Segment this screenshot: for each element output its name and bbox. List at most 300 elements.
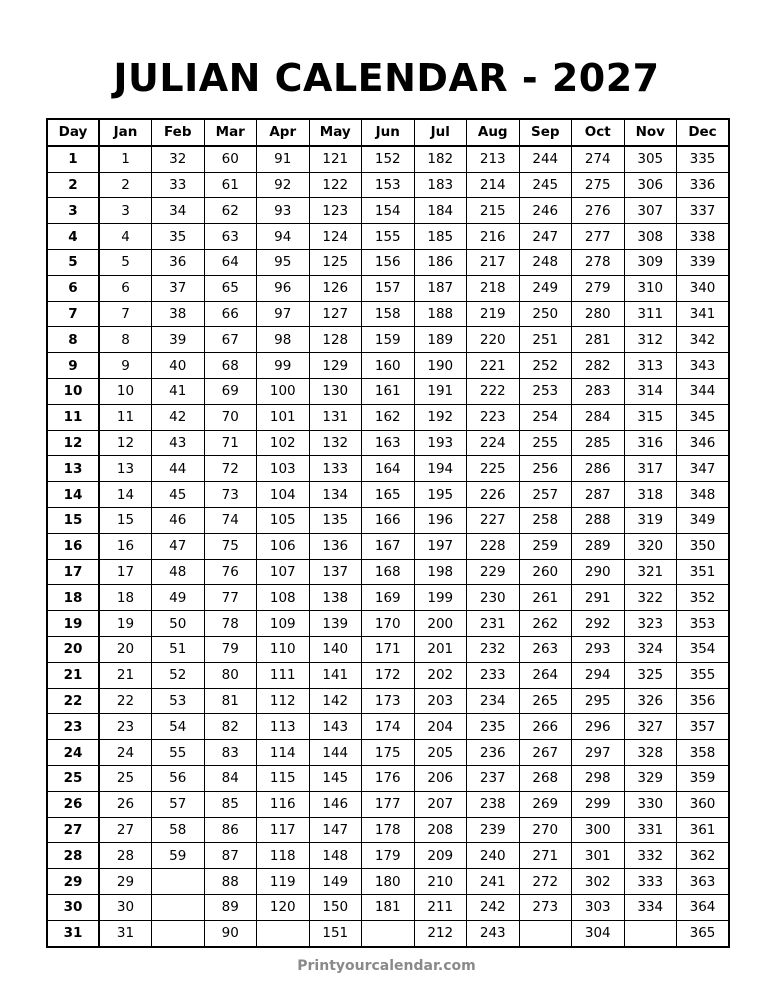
julian-date-cell: 43	[152, 430, 205, 456]
julian-date-cell: 117	[257, 817, 310, 843]
julian-date-cell: 110	[257, 636, 310, 662]
julian-date-cell: 174	[362, 714, 415, 740]
julian-date-cell: 236	[467, 740, 520, 766]
julian-date-cell: 345	[677, 404, 730, 430]
julian-date-cell: 157	[362, 275, 415, 301]
day-number-cell: 26	[47, 791, 99, 817]
julian-date-cell: 287	[572, 482, 625, 508]
julian-date-cell: 251	[519, 327, 572, 353]
day-number-cell: 31	[47, 920, 99, 946]
julian-date-cell: 180	[362, 869, 415, 895]
day-number-cell: 20	[47, 636, 99, 662]
julian-date-cell: 151	[309, 920, 362, 946]
julian-date-cell: 220	[467, 327, 520, 353]
julian-date-cell: 76	[204, 559, 257, 585]
julian-date-cell: 133	[309, 456, 362, 482]
julian-date-cell: 196	[414, 507, 467, 533]
julian-date-cell: 161	[362, 378, 415, 404]
julian-date-cell: 246	[519, 198, 572, 224]
julian-date-cell: 271	[519, 843, 572, 869]
day-number-cell: 22	[47, 688, 99, 714]
julian-date-cell: 195	[414, 482, 467, 508]
julian-date-cell: 233	[467, 662, 520, 688]
table-row	[47, 585, 729, 611]
julian-date-cell: 326	[624, 688, 677, 714]
julian-date-cell: 32	[152, 146, 205, 172]
julian-date-cell: 338	[677, 224, 730, 250]
julian-date-cell: 160	[362, 353, 415, 379]
julian-date-cell: 320	[624, 533, 677, 559]
julian-date-cell: 122	[309, 172, 362, 198]
julian-date-cell: 77	[204, 585, 257, 611]
julian-date-cell: 357	[677, 714, 730, 740]
julian-date-cell: 38	[152, 301, 205, 327]
julian-date-cell: 12	[99, 430, 152, 456]
julian-date-cell: 131	[309, 404, 362, 430]
julian-date-cell: 256	[519, 456, 572, 482]
julian-date-cell: 162	[362, 404, 415, 430]
julian-date-cell: 264	[519, 662, 572, 688]
julian-date-cell: 9	[99, 353, 152, 379]
julian-date-cell: 140	[309, 636, 362, 662]
julian-date-cell: 344	[677, 378, 730, 404]
table-row	[47, 378, 729, 404]
column-header-jul: Jul	[414, 119, 467, 146]
table-header-row	[47, 119, 729, 146]
table-row	[47, 636, 729, 662]
julian-date-cell: 169	[362, 585, 415, 611]
julian-date-cell: 350	[677, 533, 730, 559]
julian-date-cell: 330	[624, 791, 677, 817]
julian-date-cell: 294	[572, 662, 625, 688]
julian-date-cell: 208	[414, 817, 467, 843]
julian-date-cell: 262	[519, 611, 572, 637]
julian-date-cell: 293	[572, 636, 625, 662]
julian-date-cell: 164	[362, 456, 415, 482]
julian-date-cell: 217	[467, 249, 520, 275]
table-row	[47, 559, 729, 585]
julian-date-cell: 144	[309, 740, 362, 766]
julian-date-cell: 279	[572, 275, 625, 301]
julian-date-cell: 336	[677, 172, 730, 198]
julian-date-cell: 244	[519, 146, 572, 172]
julian-date-cell: 166	[362, 507, 415, 533]
julian-date-cell: 238	[467, 791, 520, 817]
table-row	[47, 172, 729, 198]
julian-date-cell: 337	[677, 198, 730, 224]
julian-date-cell: 285	[572, 430, 625, 456]
julian-date-cell: 20	[99, 636, 152, 662]
julian-date-cell: 90	[204, 920, 257, 946]
julian-date-cell: 21	[99, 662, 152, 688]
julian-date-cell: 31	[99, 920, 152, 946]
julian-date-cell: 129	[309, 353, 362, 379]
julian-date-cell: 98	[257, 327, 310, 353]
julian-date-cell: 303	[572, 894, 625, 920]
julian-date-cell: 362	[677, 843, 730, 869]
julian-date-cell: 58	[152, 817, 205, 843]
julian-date-cell: 130	[309, 378, 362, 404]
julian-date-cell: 149	[309, 869, 362, 895]
julian-date-cell: 200	[414, 611, 467, 637]
julian-date-cell: 82	[204, 714, 257, 740]
julian-date-cell: 292	[572, 611, 625, 637]
julian-date-cell: 282	[572, 353, 625, 379]
julian-date-cell: 85	[204, 791, 257, 817]
day-number-cell: 6	[47, 275, 99, 301]
julian-date-cell: 99	[257, 353, 310, 379]
julian-date-cell: 212	[414, 920, 467, 946]
julian-date-cell: 335	[677, 146, 730, 172]
julian-date-cell: 105	[257, 507, 310, 533]
julian-date-cell: 158	[362, 301, 415, 327]
julian-date-cell: 153	[362, 172, 415, 198]
julian-date-cell: 349	[677, 507, 730, 533]
julian-date-cell: 288	[572, 507, 625, 533]
julian-date-cell: 352	[677, 585, 730, 611]
julian-date-cell: 163	[362, 430, 415, 456]
julian-date-cell: 321	[624, 559, 677, 585]
julian-date-cell: 95	[257, 249, 310, 275]
day-number-cell: 27	[47, 817, 99, 843]
julian-date-cell: 45	[152, 482, 205, 508]
julian-date-cell	[152, 894, 205, 920]
julian-date-cell: 327	[624, 714, 677, 740]
column-header-nov: Nov	[624, 119, 677, 146]
julian-date-cell: 323	[624, 611, 677, 637]
julian-date-cell: 135	[309, 507, 362, 533]
julian-date-cell	[362, 920, 415, 946]
julian-date-cell: 173	[362, 688, 415, 714]
julian-date-cell: 342	[677, 327, 730, 353]
julian-date-cell: 249	[519, 275, 572, 301]
table-row	[47, 404, 729, 430]
julian-date-cell: 334	[624, 894, 677, 920]
julian-date-cell: 270	[519, 817, 572, 843]
julian-date-cell: 215	[467, 198, 520, 224]
julian-date-cell: 295	[572, 688, 625, 714]
julian-date-cell: 52	[152, 662, 205, 688]
day-number-cell: 3	[47, 198, 99, 224]
julian-date-cell: 305	[624, 146, 677, 172]
julian-date-cell: 6	[99, 275, 152, 301]
julian-date-cell: 106	[257, 533, 310, 559]
julian-date-cell: 27	[99, 817, 152, 843]
table-row	[47, 146, 729, 172]
julian-date-cell: 93	[257, 198, 310, 224]
julian-date-cell: 218	[467, 275, 520, 301]
julian-date-cell: 47	[152, 533, 205, 559]
julian-date-cell: 54	[152, 714, 205, 740]
julian-date-cell: 193	[414, 430, 467, 456]
julian-date-cell: 255	[519, 430, 572, 456]
julian-date-cell: 148	[309, 843, 362, 869]
julian-date-cell: 316	[624, 430, 677, 456]
julian-date-cell: 339	[677, 249, 730, 275]
julian-date-cell: 44	[152, 456, 205, 482]
column-header-sep: Sep	[519, 119, 572, 146]
day-number-cell: 19	[47, 611, 99, 637]
table-row	[47, 249, 729, 275]
julian-date-cell: 143	[309, 714, 362, 740]
julian-date-cell: 56	[152, 765, 205, 791]
julian-date-cell: 172	[362, 662, 415, 688]
julian-date-cell: 276	[572, 198, 625, 224]
julian-date-cell: 128	[309, 327, 362, 353]
julian-date-cell: 104	[257, 482, 310, 508]
julian-date-cell: 260	[519, 559, 572, 585]
julian-date-cell: 11	[99, 404, 152, 430]
julian-date-cell: 194	[414, 456, 467, 482]
table-row	[47, 327, 729, 353]
julian-date-cell: 57	[152, 791, 205, 817]
julian-date-cell	[519, 920, 572, 946]
julian-date-cell: 83	[204, 740, 257, 766]
julian-date-cell: 331	[624, 817, 677, 843]
julian-date-cell: 107	[257, 559, 310, 585]
table-row	[47, 482, 729, 508]
julian-date-cell: 112	[257, 688, 310, 714]
julian-date-cell: 301	[572, 843, 625, 869]
julian-date-cell: 137	[309, 559, 362, 585]
julian-date-cell: 304	[572, 920, 625, 946]
table-row	[47, 714, 729, 740]
julian-date-cell: 274	[572, 146, 625, 172]
julian-date-cell: 74	[204, 507, 257, 533]
table-row	[47, 198, 729, 224]
julian-date-cell: 224	[467, 430, 520, 456]
julian-date-cell: 141	[309, 662, 362, 688]
table-row	[47, 688, 729, 714]
julian-date-cell: 35	[152, 224, 205, 250]
julian-date-cell: 111	[257, 662, 310, 688]
julian-date-cell: 225	[467, 456, 520, 482]
column-header-jan: Jan	[99, 119, 152, 146]
julian-date-cell: 300	[572, 817, 625, 843]
julian-date-cell: 113	[257, 714, 310, 740]
julian-date-cell: 22	[99, 688, 152, 714]
julian-date-cell: 75	[204, 533, 257, 559]
day-number-cell: 17	[47, 559, 99, 585]
julian-date-cell: 289	[572, 533, 625, 559]
julian-date-cell: 187	[414, 275, 467, 301]
julian-date-cell: 80	[204, 662, 257, 688]
julian-date-cell: 314	[624, 378, 677, 404]
julian-date-cell: 241	[467, 869, 520, 895]
column-header-jun: Jun	[362, 119, 415, 146]
julian-date-cell: 7	[99, 301, 152, 327]
julian-date-cell: 134	[309, 482, 362, 508]
table-row	[47, 894, 729, 920]
julian-date-cell: 286	[572, 456, 625, 482]
julian-date-cell: 156	[362, 249, 415, 275]
day-number-cell: 2	[47, 172, 99, 198]
julian-date-cell: 87	[204, 843, 257, 869]
julian-date-cell: 348	[677, 482, 730, 508]
julian-date-cell: 198	[414, 559, 467, 585]
column-header-apr: Apr	[257, 119, 310, 146]
julian-date-cell: 25	[99, 765, 152, 791]
julian-date-cell: 116	[257, 791, 310, 817]
day-number-cell: 4	[47, 224, 99, 250]
julian-date-cell: 100	[257, 378, 310, 404]
julian-date-cell: 59	[152, 843, 205, 869]
julian-date-cell: 216	[467, 224, 520, 250]
julian-date-cell: 325	[624, 662, 677, 688]
julian-date-cell: 343	[677, 353, 730, 379]
table-row	[47, 662, 729, 688]
julian-date-cell: 313	[624, 353, 677, 379]
julian-date-cell: 97	[257, 301, 310, 327]
julian-date-cell: 351	[677, 559, 730, 585]
julian-date-cell: 361	[677, 817, 730, 843]
julian-date-cell: 53	[152, 688, 205, 714]
day-number-cell: 23	[47, 714, 99, 740]
julian-date-cell: 28	[99, 843, 152, 869]
julian-date-cell: 49	[152, 585, 205, 611]
julian-date-cell: 209	[414, 843, 467, 869]
julian-date-cell: 309	[624, 249, 677, 275]
julian-date-cell: 243	[467, 920, 520, 946]
julian-date-cell: 245	[519, 172, 572, 198]
julian-date-cell: 136	[309, 533, 362, 559]
julian-date-cell: 310	[624, 275, 677, 301]
julian-date-cell: 280	[572, 301, 625, 327]
julian-date-cell: 183	[414, 172, 467, 198]
day-number-cell: 1	[47, 146, 99, 172]
julian-date-cell: 132	[309, 430, 362, 456]
table-row	[47, 765, 729, 791]
julian-date-cell: 10	[99, 378, 152, 404]
julian-date-cell: 240	[467, 843, 520, 869]
julian-date-cell: 210	[414, 869, 467, 895]
julian-date-cell: 155	[362, 224, 415, 250]
julian-date-cell: 230	[467, 585, 520, 611]
julian-date-cell: 18	[99, 585, 152, 611]
julian-date-cell: 231	[467, 611, 520, 637]
table-row	[47, 533, 729, 559]
julian-date-cell: 1	[99, 146, 152, 172]
julian-date-cell: 261	[519, 585, 572, 611]
column-header-may: May	[309, 119, 362, 146]
julian-date-cell: 315	[624, 404, 677, 430]
table-row	[47, 920, 729, 946]
julian-date-cell: 272	[519, 869, 572, 895]
julian-date-cell: 109	[257, 611, 310, 637]
julian-date-cell: 221	[467, 353, 520, 379]
julian-date-cell: 39	[152, 327, 205, 353]
julian-date-cell: 308	[624, 224, 677, 250]
julian-date-cell: 71	[204, 430, 257, 456]
julian-date-cell: 138	[309, 585, 362, 611]
table-row	[47, 791, 729, 817]
julian-date-cell: 96	[257, 275, 310, 301]
julian-date-cell: 265	[519, 688, 572, 714]
julian-date-cell: 341	[677, 301, 730, 327]
julian-date-cell: 199	[414, 585, 467, 611]
julian-date-cell: 263	[519, 636, 572, 662]
julian-date-cell: 214	[467, 172, 520, 198]
table-row	[47, 611, 729, 637]
julian-date-cell: 266	[519, 714, 572, 740]
day-number-cell: 5	[47, 249, 99, 275]
julian-date-cell: 302	[572, 869, 625, 895]
julian-date-cell: 86	[204, 817, 257, 843]
julian-date-cell: 159	[362, 327, 415, 353]
julian-date-cell: 126	[309, 275, 362, 301]
julian-date-cell: 61	[204, 172, 257, 198]
julian-date-cell: 67	[204, 327, 257, 353]
julian-date-cell: 146	[309, 791, 362, 817]
julian-date-cell: 2	[99, 172, 152, 198]
julian-date-cell: 197	[414, 533, 467, 559]
table-row	[47, 430, 729, 456]
julian-date-cell: 358	[677, 740, 730, 766]
table-row	[47, 353, 729, 379]
julian-date-cell: 34	[152, 198, 205, 224]
julian-date-cell: 277	[572, 224, 625, 250]
julian-date-cell: 88	[204, 869, 257, 895]
julian-date-cell: 150	[309, 894, 362, 920]
day-number-cell: 12	[47, 430, 99, 456]
julian-date-cell: 8	[99, 327, 152, 353]
julian-date-cell: 48	[152, 559, 205, 585]
day-number-cell: 25	[47, 765, 99, 791]
julian-date-cell: 19	[99, 611, 152, 637]
julian-date-cell: 30	[99, 894, 152, 920]
julian-date-cell: 234	[467, 688, 520, 714]
table-body	[47, 146, 729, 947]
day-number-cell: 8	[47, 327, 99, 353]
julian-date-cell: 65	[204, 275, 257, 301]
julian-date-cell: 13	[99, 456, 152, 482]
julian-date-cell: 182	[414, 146, 467, 172]
julian-date-cell: 170	[362, 611, 415, 637]
day-number-cell: 9	[47, 353, 99, 379]
julian-date-cell: 364	[677, 894, 730, 920]
julian-date-cell: 185	[414, 224, 467, 250]
julian-date-cell: 324	[624, 636, 677, 662]
julian-date-cell: 205	[414, 740, 467, 766]
day-number-cell: 29	[47, 869, 99, 895]
julian-date-cell: 4	[99, 224, 152, 250]
julian-date-cell: 50	[152, 611, 205, 637]
julian-date-cell: 84	[204, 765, 257, 791]
julian-date-cell: 254	[519, 404, 572, 430]
julian-date-cell: 64	[204, 249, 257, 275]
julian-date-cell: 298	[572, 765, 625, 791]
julian-date-cell: 36	[152, 249, 205, 275]
julian-date-cell: 69	[204, 378, 257, 404]
julian-date-cell: 297	[572, 740, 625, 766]
julian-date-cell: 14	[99, 482, 152, 508]
julian-date-cell: 62	[204, 198, 257, 224]
julian-date-cell: 307	[624, 198, 677, 224]
julian-date-cell: 17	[99, 559, 152, 585]
julian-date-cell: 184	[414, 198, 467, 224]
julian-date-cell: 354	[677, 636, 730, 662]
julian-date-cell: 168	[362, 559, 415, 585]
julian-date-cell: 102	[257, 430, 310, 456]
julian-date-cell: 213	[467, 146, 520, 172]
day-number-cell: 16	[47, 533, 99, 559]
julian-date-cell: 319	[624, 507, 677, 533]
julian-date-cell: 42	[152, 404, 205, 430]
julian-date-cell: 78	[204, 611, 257, 637]
julian-date-cell: 114	[257, 740, 310, 766]
table-row	[47, 301, 729, 327]
table-row	[47, 843, 729, 869]
